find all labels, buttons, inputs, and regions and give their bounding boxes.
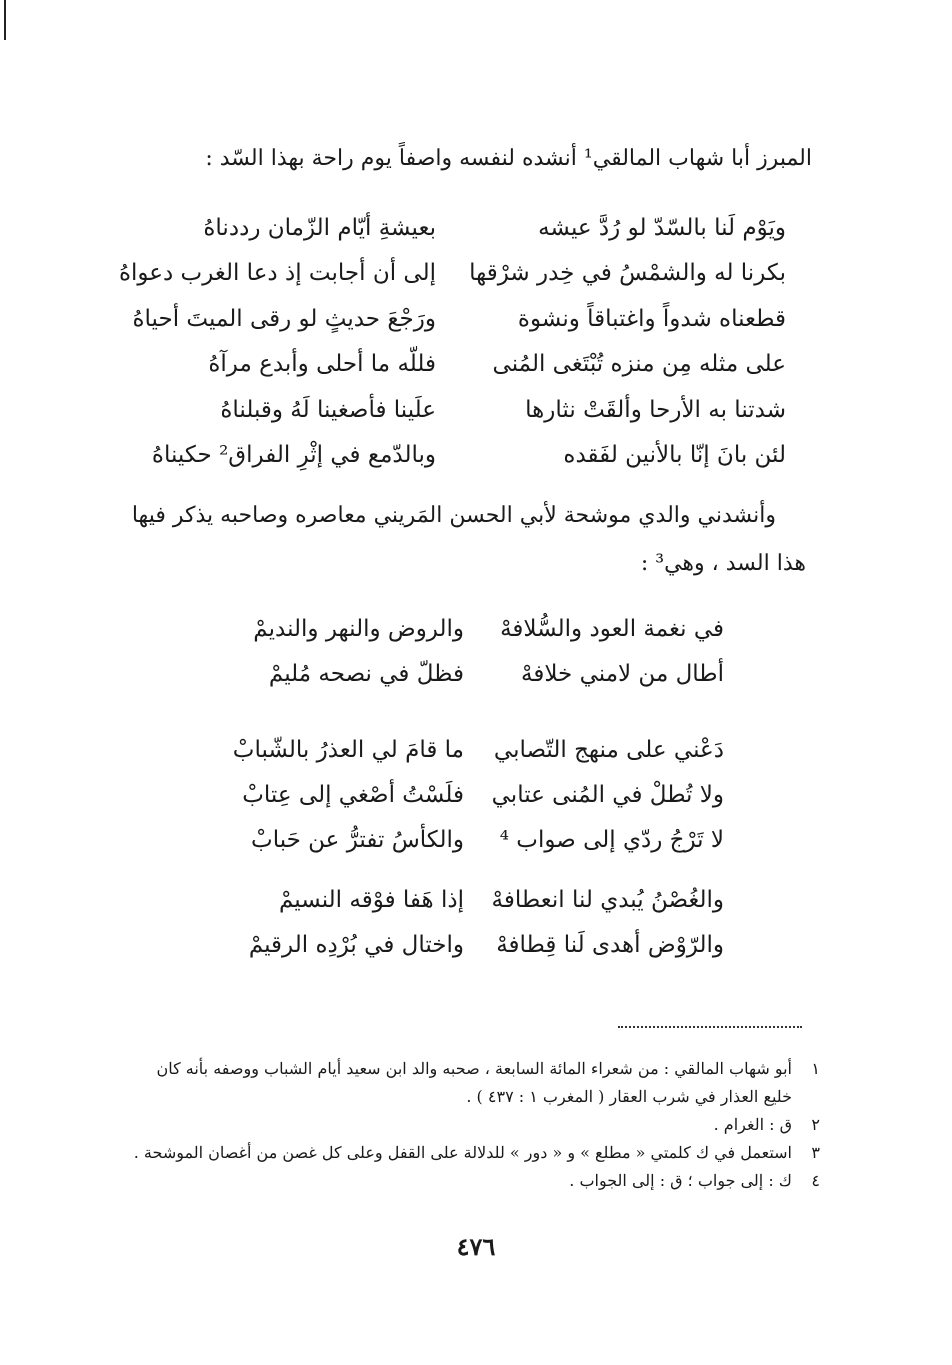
muwashshah-part-b: ما قامَ لي العذرُ بالشّبابْ [232,736,464,763]
verse-second-hemistich: ورَجْعَ حديثٍ لو رقى الميتَ أحياهُ [132,305,436,332]
verse-first-hemistich: بكرنا له والشمْسُ في خِدر شرْقها [469,260,786,287]
footnote-text: استعمل في ك كلمتي « مطلع » و « دور » للدلالة على القفل وعلى كل غصن من أغصان الموشحة . [133,1143,792,1162]
verse [136,205,786,251]
muwashshah-line [224,877,724,922]
muwashshah-line [224,606,724,651]
verse [132,296,786,342]
footnote-separator [618,1026,802,1028]
verse [118,251,786,297]
muwashshah-stanza-1 [224,606,724,696]
verse [136,433,786,479]
verse-first-hemistich: ويَوْم لَنا بالسّدّ لو رُدَّ عيشه [538,214,786,241]
footnote-text: أبو شهاب المالقي : من شعراء المائة السابعة ، صحبه والد ابن سعيد أيام الشباب ووصفه بأنه كان خليع العذار في شرب العقار ( المغرب ١ : ٤٣٧ ) . [156,1059,792,1106]
verse-first-hemistich: على مثله مِن منزه تُبْتَغى المُنى [492,351,786,378]
footnote-number: ٤ [811,1171,820,1190]
poem-first [118,205,786,478]
verse-second-hemistich: علَينا فأصغينا لَهُ وقبلناهُ [220,396,436,423]
muwashshah-part-a: أطال من لامني خلافهْ [521,660,724,687]
verse [136,342,786,388]
scan-edge-mark [4,0,6,40]
footnote-number: ١ [811,1059,820,1078]
footnote-text: ق : الغرام . [713,1115,792,1134]
muwashshah-part-a: والرّوْض أهدى لَنا قِطافهْ [496,931,724,958]
muwashshah-part-b: فلَسْتُ أصْغي إلى عِتابْ [242,781,464,808]
muwashshah-stanza-2 [224,727,724,862]
footnote [130,1167,820,1195]
muwashshah-part-b: واختال في بُرْدِه الرقيمْ [248,931,464,958]
verse-second-hemistich: فللّه ما أحلى وأبدع مرآهُ [208,351,436,378]
footnote-number: ٢ [811,1115,820,1134]
footnotes [130,1055,820,1195]
verse-second-hemistich: إلى أن أجابت إذ دعا الغرب دعواهُ [118,260,436,287]
muwashshah-line [224,651,724,696]
muwashshah-part-b: فظلّ في نصحه مُليمْ [268,660,464,687]
muwashshah-line [224,922,724,967]
verse [136,387,786,433]
paragraph-line: هذا السد ، وهي³ : [640,551,806,576]
footnote [130,1139,820,1167]
muwashshah-line [224,772,724,817]
prose-paragraph [106,492,806,588]
verse-second-hemistich: وبالدّمع في إثْرِ الفراق² حكيناهُ [151,442,436,469]
muwashshah-part-a: ولا تُطلْ في المُنى عتابي [491,781,724,808]
verse-first-hemistich: شدتنا به الأرحا وألقَتْ نثارها [525,396,786,423]
footnote [130,1055,820,1111]
page-number: ٤٧٦ [456,1232,496,1261]
muwashshah-line [224,727,724,772]
muwashshah-line [224,817,724,862]
verse-first-hemistich: لئن بانَ إنّا بالأنين لفَقده [563,442,786,469]
verse-first-hemistich: قطعناه شدواً واغتباقاً ونشوة [517,305,786,332]
intro-line: المبرز أبا شهاب المالقي¹ أنشده لنفسه واصفاً يوم راحة بهذا السّد : [205,146,812,171]
muwashshah-part-b: إذا هَفا فوْقه النسيمْ [278,886,464,913]
muwashshah-part-a: دَعْني على منهج التّصابي [493,736,724,763]
muwashshah-part-b: والكأسُ تفترُّ عن حَبابْ [251,826,464,853]
footnote-text: ك : إلى جواب ؛ ق : إلى الجواب . [569,1171,792,1190]
muwashshah-part-b: والروض والنهر والنديمْ [253,615,464,642]
muwashshah-part-a: في نغمة العود والسُّلافهْ [500,615,724,642]
footnote [130,1111,820,1139]
muwashshah-part-a: والغُصْنُ يُبدي لنا انعطافهْ [491,886,724,913]
paragraph-line: وأنشدني والدي موشحة لأبي الحسن المَريني معاصره وصاحبه يذكر فيها [131,503,776,528]
footnote-number: ٣ [811,1143,820,1162]
verse-second-hemistich: بعيشةِ أيّام الزّمان رددناهُ [203,214,436,241]
muwashshah-stanza-3 [224,877,724,967]
muwashshah-part-a: لا تَرْجُ ردّي إلى صواب ⁴ [499,826,724,853]
